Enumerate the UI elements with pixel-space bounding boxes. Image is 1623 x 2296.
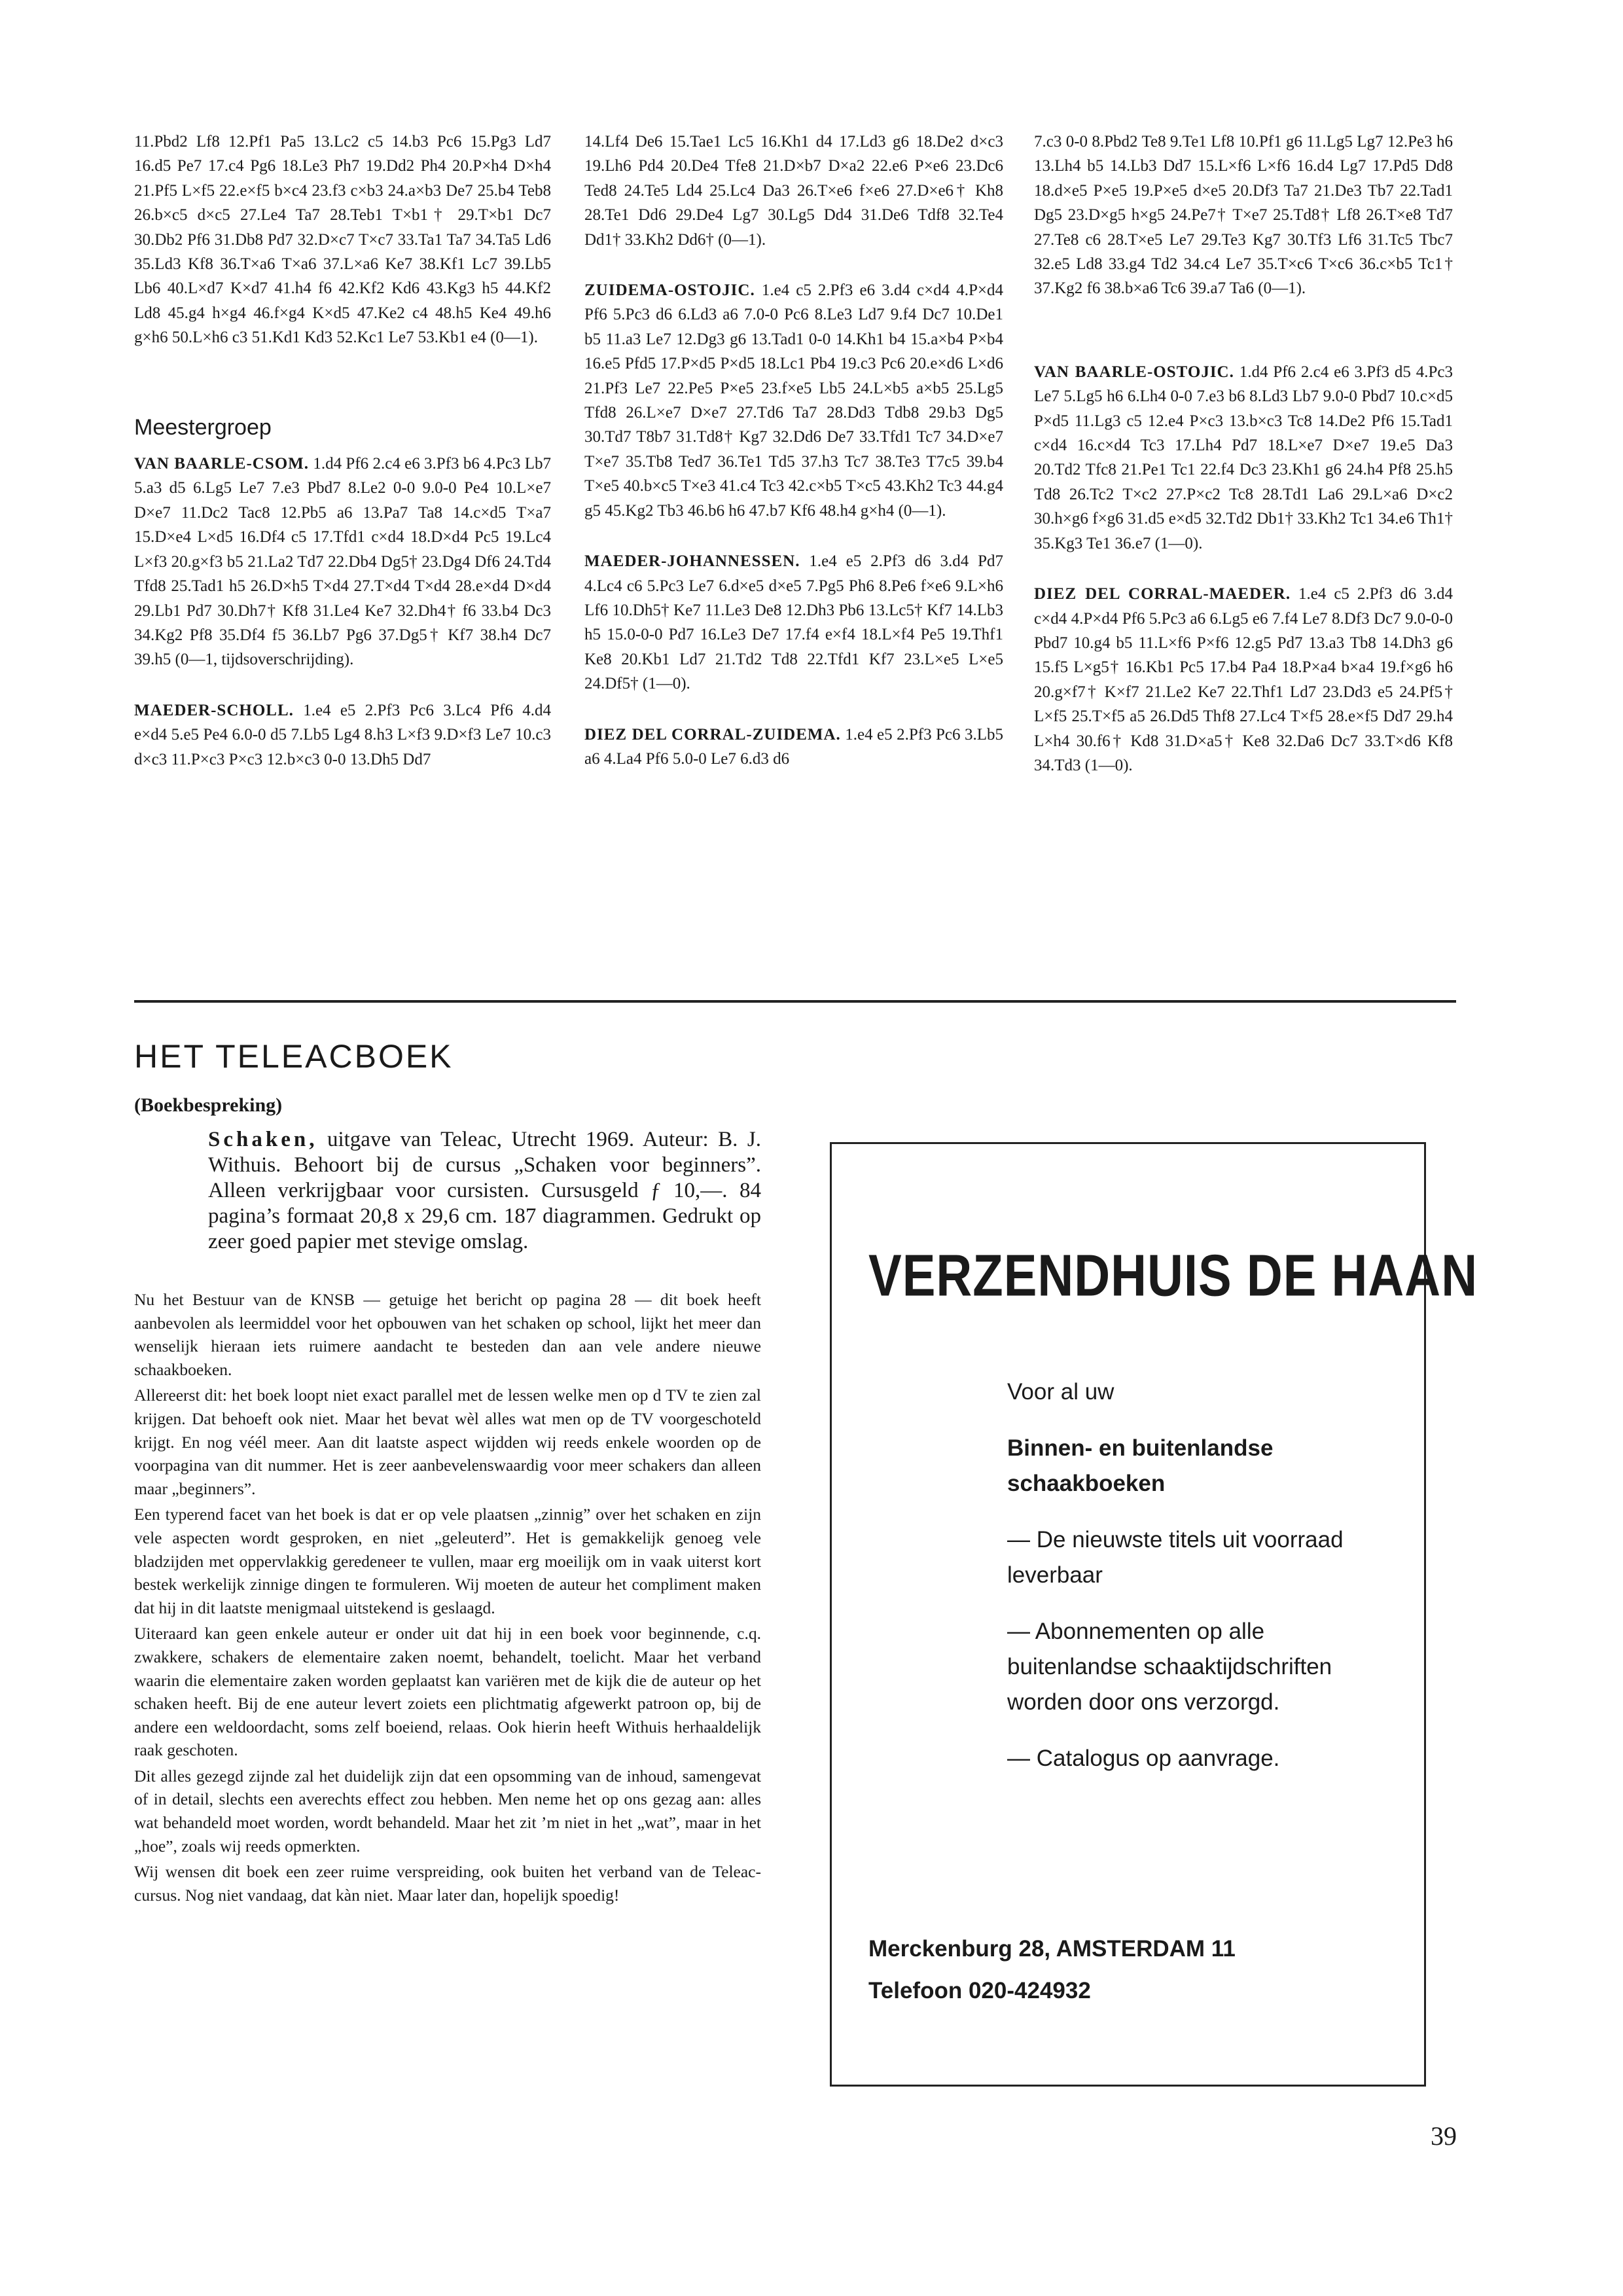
game-moves: 1.e4 e5 2.Pf3 Pc6 3.Lb5 a6 4.La4 Pf6 5.0-0 Le7 6.d3 d6 [584,725,1003,768]
game-title: DIEZ DEL CORRAL-MAEDER. [1034,585,1291,603]
games-column-2 [584,130,1003,797]
game-title: ZUIDEMA-OSTOJIC. [584,281,755,300]
game-zuidema-ostojic [584,278,1003,523]
ad-item: — Catalogus op aanvrage. [1007,1746,1280,1771]
game-moves: 14.Lf4 De6 15.Tae1 Lc5 16.Kh1 d4 17.Ld3 g6 18.De2 d×c3 19.Lh6 Pd4 20.De4 Tfe8 21.D×b7 D×a2 22.e6 P×e6 23.Dc6 Ted8 24.Te5 Ld4 25.Lc4 Da3 26.T×e6 f×e6 27.D×e6† Kh8 28.Te1 Dd6 29.De4 Lg7 30.Lg5 Dd4 31.De6 Tdf8 32.Te4 Dd1† 33.Kh2 Dd6† (0—1). [584,133,1003,249]
game-maeder-scholl [134,698,551,772]
game-van-baarle-csom [134,452,551,672]
article-paragraph: Allereerst dit: het boek loopt niet exact parallel met de lessen welke men op d TV te zien zal krijgen. Dat behoeft ook niet. Maar het bevat wèl alles wat men op de TV voorgeschoteld krijgt. En nog véél meer. Aan dit laatste aspect wijdden wij reeds enkele woorden op de voorpagina van dit nummer. Het is zeer aanbevelenswaardig voor meer schakers dan alleen maar „beginners”. [134,1386,761,1498]
ad-bold-line: Binnen- en buitenlandse schaakboeken [1007,1435,1274,1496]
games-column-3 [1034,130,1453,804]
game-title: MAEDER-SCHOLL. [134,701,294,719]
game-continuation [1034,130,1453,301]
game-moves: 1.d4 Pf6 2.c4 e6 3.Pf3 b6 4.Pc3 Lb7 5.a3 d5 6.Lg5 Le7 7.e3 Pbd7 8.Le2 0-0 9.0-0 Pe4 10.L×e7 D×e7 11.Dc2 Tac8 12.Pb5 a6 13.Pa7 Ta8 14.c×d5 T×a7 15.D×e4 L×d5 16.Df4 c5 17.Tfd1 c×d4 18.D×d4 Pc5 19.Lc4 L×f3 20.g×f3 b5 21.La2 Td7 22.Db4 Dg5† 23.Dg4 Df6 24.Td4 Tfd8 25.Tad1 h5 26.D×h5 T×d4 27.T×d4 T×d4 28.e×d4 D×d4 29.Lb1 Pd7 30.Dh7† Kf8 31.Le4 Ke7 32.Dh4† f6 33.b4 Dc3 34.Kg2 Pf8 35.Df4 f5 36.Lb7 Pg6 37.Dg5† Kf7 38.h4 Dc7 39.h5 (0—1, tijdsoverschrijding). [134,455,552,669]
section-heading: Meestergroep [134,414,272,440]
game-moves: 11.Pbd2 Lf8 12.Pf1 Pa5 13.Lc2 c5 14.b3 Pc6 15.Pg3 Ld7 16.d5 Pe7 17.c4 Pg6 18.Le3 Ph7 19.Dd2 Ph4 20.P×h4 D×h4 21.Pf5 L×f5 22.e×f5 b×c4 23.f3 c×b3 24.a×b3 De7 25.b4 Teb8 26.b×c5 d×c5 27.Le4 Ta7 28.Teb1 T×b1† 29.T×b1 Dc7 30.Db2 Pf6 31.Db8 Pd7 32.D×c7 T×c7 33.Ta1 Ta7 34.Ta5 Ld6 35.Ld3 Kf8 36.T×a6 T×a6 37.L×a6 Ke7 38.Kf1 Lc7 39.Lb5 Lb6 40.L×d7 K×d7 41.h4 f6 42.Kf2 Kd6 43.Kg3 h5 44.Kf2 Ld8 45.g4 h×g4 46.f×g4 K×d5 47.Ke2 c4 48.h5 Ke4 49.h6 g×h6 50.L×h6 c3 51.Kd1 Kd3 52.Kc1 Le7 53.Kb1 e4 (0—1). [134,133,551,347]
section-divider [134,1000,1456,1003]
ad-address: Merckenburg 28, AMSTERDAM 11 [868,1936,1236,1962]
game-title: VAN BAARLE-OSTOJIC. [1034,363,1234,381]
page-number: 39 [1431,2121,1457,2151]
article-body [134,1288,761,1909]
game-continuation [134,130,551,350]
game-moves: 1.e4 c5 2.Pf3 d6 3.d4 c×d4 4.P×d4 Pf6 5.Pc3 a6 6.Lg5 e6 7.f4 Le7 8.Df3 Dc7 9.0-0-0 Pbd7 10.g4 b5 11.L×f6 P×f6 12.g5 Pd7 13.a3 Tb8 14.Dh3 g6 15.f5 L×g5† 16.Kb1 Pc5 17.b4 Pa4 18.P×a4 b×a4 19.f×g6 h6 20.g×f7† K×f7 21.Le2 Ke7 22.Thf1 Ld7 23.Dd3 e5 24.Pf5† L×f5 25.T×f5 a5 26.Dd5 Thf8 27.Lc4 T×f5 28.e×f5 Dd7 29.h4 L×h4 30.f6† Kd8 31.D×a5† Ke8 32.Da6 Dc7 33.T×d6 Kf8 34.Td3 (1—0). [1034,585,1453,774]
game-diez-del-corral-zuidema [584,723,1003,772]
game-title: MAEDER-JOHANNESSEN. [584,552,800,571]
game-moves: 1.e4 e5 2.Pf3 Pc6 3.Lc4 Pf6 4.d4 e×d4 5.e5 Pe4 6.0-0 d5 7.Lb5 Lg4 8.h3 L×f3 9.D×f3 Le7 10.c3 d×c3 11.P×c3 P×c3 12.b×c3 0-0 13.Dh5 Dd7 [134,701,551,768]
ad-title: VERZENDHUIS DE HAAN [868,1243,1478,1309]
lead-description: uitgave van Teleac, Utrecht 1969. Auteur: B. J. Withuis. Behoort bij de cursus „Schaken voor beginners”. Alleen verkrijgbaar voor cursisten. Cursusgeld ƒ 10,—. 84 pagina’s formaat 20,8 x 29,6 cm. 187 diagrammen. Gedrukt op zeer goed papier met stevige omslag. [208,1128,761,1253]
game-title: DIEZ DEL CORRAL-ZUIDEMA. [584,725,841,744]
article-lead [208,1127,761,1255]
article-paragraph: Een typerend facet van het boek is dat er op vele plaatsen „zinnig” over het schaken en zijn vele aspecten wordt gesproken, en niet „geleuterd”. Het is gemakkelijk genoeg vele bladzijden met oppervlakkig geredeneer te vullen, maar erg moeilijk om in vaak uiterst kort bestek werkelijk zinnige dingen te formuleren. Wij moeten de auteur het compliment maken dat hij in dit laatste menigmaal uitstekend is geslaagd. [134,1505,761,1617]
article-subtitle: (Boekbespreking) [134,1094,283,1116]
ad-phone: Telefoon 020-424932 [868,1978,1091,2003]
game-moves: 1.d4 Pf6 2.c4 e6 3.Pf3 d5 4.Pc3 Le7 5.Lg5 h6 6.Lh4 0-0 7.e3 b6 8.Ld3 Lb7 9.0-0 Pbd7 10.c×d5 P×d5 11.Lg3 c5 12.e4 P×c3 13.b×c3 Tc8 14.De2 Pf6 15.Tad1 c×d4 16.c×d4 Tc3 17.Lh4 Pd7 18.L×e7 D×e7 19.e5 Da3 20.Td2 Tfc8 21.Pe1 Tc1 22.f4 Dc3 23.Kh1 g6 24.h4 Pf8 25.h5 Td8 26.Tc2 T×c2 27.P×c2 Tc8 28.Td1 La6 29.L×a6 D×c2 30.h×g6 f×g6 31.d5 e×d5 32.Td2 Db1† 33.Kh2 Tc1 34.e6 Th1† 35.Kg3 Te1 36.e7 (1—0). [1034,363,1453,552]
game-moves: 1.e4 e5 2.Pf3 d6 3.d4 Pd7 4.Lc4 c6 5.Pc3 Le7 6.d×e5 d×e5 7.Pg5 Ph6 8.Pe6 f×e6 9.L×h6 Lf6 10.Dh5† Ke7 11.Le3 De8 12.Dh3 Pb6 13.Lc5† Kf7 14.Lb3 h5 15.0-0-0 Pd7 16.Le3 De7 17.f4 e×f4 18.L×f4 Pe5 19.Thf1 Ke8 20.Kb1 Ld7 21.Td2 Td8 22.Tfd1 Kf7 23.L×e5 L×e5 24.Df5† (1—0). [584,552,1004,693]
ad-body [1007,1374,1387,1797]
game-maeder-johannessen [584,549,1003,696]
article-paragraph: Wij wensen dit boek een zeer ruime verspreiding, ook buiten het verband van de Teleac-cursus. Nog niet vandaag, dat kàn niet. Maar later dan, hopelijk spoedig! [134,1862,761,1905]
game-continuation [584,130,1003,252]
article-paragraph: Nu het Bestuur van de KNSB — getuige het bericht op pagina 28 — dit boek heeft aanbevolen als leermiddel voor het opbouwen van het schaken op school, lijkt het meer dan wenselijk hieraan iets ruimere aandacht te besteden dan aan vele andere nieuwe schaakboeken. [134,1290,761,1379]
game-van-baarle-ostojic [1034,360,1453,556]
article-paragraph: Dit alles gezegd zijnde zal het duidelijk zijn dat een opsomming van de inhoud, samengevat of in detail, slechts een averechts effect zou hebben. Men neme het op ons gezag aan: alles wat behandeld moet worden, wordt behandeld. Maar het zit ’m niet in het „wat”, maar in het „hoe”, zoals wij reeds opmerkten. [134,1766,761,1856]
article-title: HET TELEACBOEK [134,1038,454,1075]
ad-intro: Voor al uw [1007,1379,1115,1405]
ad-item: — Abonnementen op alle buitenlandse schaaktijdschriften worden door ons verzorgd. [1007,1619,1332,1715]
game-diez-del-corral-maeder [1034,582,1453,778]
game-title: VAN BAARLE-CSOM. [134,455,310,473]
ad-contact [868,1928,1236,2012]
lead-book-title: Schaken, [208,1128,318,1151]
games-column-1 [134,130,551,798]
game-moves: 7.c3 0-0 8.Pbd2 Te8 9.Te1 Lf8 10.Pf1 g6 11.Lg5 Lg7 12.Pe3 h6 13.Lh4 b5 14.Lb3 Dd7 15.L×f6 L×f6 16.d4 Lg7 17.Pd5 Dd8 18.d×e5 P×e5 19.P×e5 d×e5 20.Df3 Ta7 21.De3 Tb7 22.Tad1 Dg5 23.D×g5 h×g5 24.Pe7† T×e7 25.Td8† Lf8 26.T×e8 Td7 27.Te8 c6 28.T×e5 Le7 29.Te3 Kg7 30.Tf3 Lf6 31.Tc5 Tbc7 32.e5 Ld8 33.g4 Td2 34.c4 Le7 35.T×c6 T×c6 36.c×b5 Tc1† 37.Kg2 f6 38.b×a6 Tc6 39.a7 Ta6 (0—1). [1034,133,1453,298]
advertisement-box [830,1142,1478,2087]
article-paragraph: Uiteraard kan geen enkele auteur er onder uit dat hij in een boek voor beginnende, c.q. zwakkere, schakers de elementaire zaken noemt, behandelt, toelicht. Maar het verband waarin die elementaire zaken worden geplaatst kan variëren met de kijk die de auteur op het schaken heeft. Bij de ene auteur levert zoiets een plichtmatig afgewerkt patroon op, bij de andere een weldoordacht, soms zelf boeiend, relaas. Ook hierin heeft Withuis herhaaldelijk raak geschoten. [134,1624,761,1760]
game-moves: 1.e4 c5 2.Pf3 e6 3.d4 c×d4 4.P×d4 Pf6 5.Pc3 d6 6.Ld3 a6 7.0-0 Pc6 8.Le3 Ld7 9.f4 Dc7 10.De1 b5 11.a3 Le7 12.Dg3 g6 13.Tad1 0-0 14.Kh1 b4 15.a×b4 P×b4 16.e5 Pfd5 17.P×d5 P×d5 18.Lc1 Pb4 19.c3 Pc6 20.e×d6 L×d6 21.Pf3 Le7 22.Pe5 P×e5 23.f×e5 Lb5 24.L×b5 a×b5 25.Lg5 Tfd8 26.L×e7 D×e7 27.Td6 Ta7 28.Dd3 Tdb8 29.b3 Dg5 30.Td7 T8b7 31.Td8† Kg7 32.Dd6 De7 33.Tfd1 Tc7 34.D×e7 T×e7 35.Tb8 Ted7 36.Te1 Td5 37.h3 Tc7 38.Te3 T7c5 39.b4 T×e5 40.b×c5 T×e3 41.c4 Tc3 42.c×b5 T×c5 43.Kh2 Tc3 44.g4 g5 45.Kg2 Tb3 46.b6 h6 47.b7 Kf6 48.h4 g×h4 (0—1). [584,281,1004,520]
ad-item: — De nieuwste titels uit voorraad leverbaar [1007,1527,1344,1588]
